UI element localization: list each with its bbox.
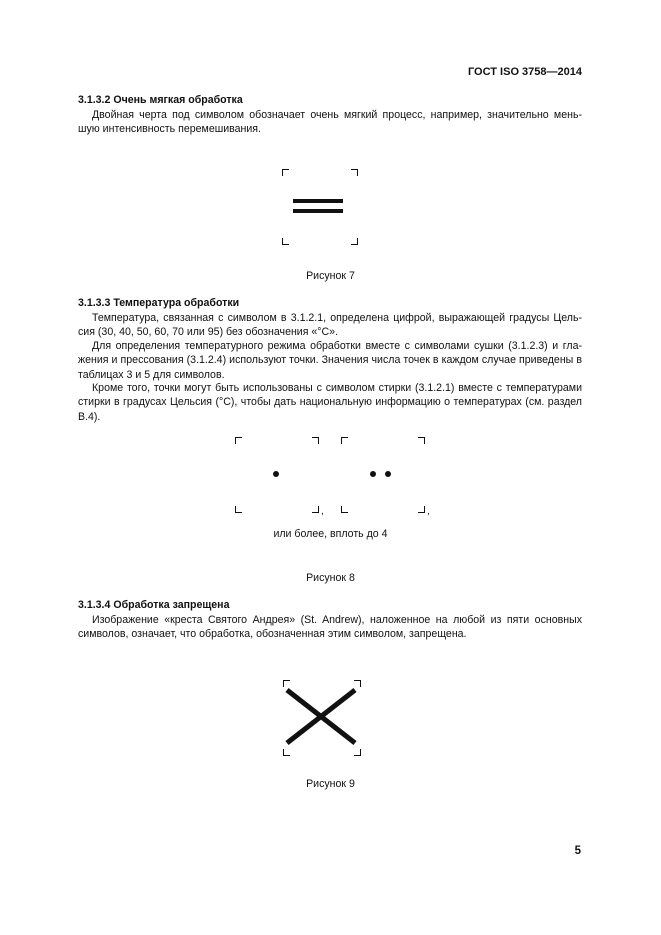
paragraph-3132 [78,108,582,137]
corner-mark [235,506,242,513]
corner-mark [351,238,358,245]
bar-line [293,199,343,203]
corner-mark [341,506,348,513]
paragraph-3134 [78,613,582,642]
comma-mark: , [321,506,324,517]
figure-8-caption: Рисунок 8 [306,572,355,584]
figure-9-symbol [283,680,361,756]
st-andrew-cross-icon [283,680,361,756]
figure-7-symbol [282,169,358,245]
text-line: Двойная черта под символом обозначает очень мягкий процесс, например, значительно мень- [92,109,582,121]
corner-mark [341,437,348,444]
section-heading-3133: 3.1.3.3 Температура обработки [78,297,240,309]
corner-mark [312,506,319,513]
corner-mark [351,169,358,176]
text-line: сия (30, 40, 50, 60, 70 или 95) без обозначения «°С». [78,326,339,339]
text-line: таблицах 3 и 5 для символов. [78,368,225,381]
corner-mark [282,169,289,176]
figure-8-note: или более, вплоть до 4 [273,528,388,540]
text-line: Кроме того, точки могут быть использованы с символом стирки (3.1.2.1) вместе с температурами [92,382,582,394]
text-line: Изображение «креста Святого Андрея» (St. Andrew), наложенное на любой из пяти основных [92,614,582,626]
corner-mark [235,437,242,444]
dot-mark [385,471,391,477]
section-heading-3132: 3.1.3.2 Очень мягкая обработка [78,94,243,106]
figure-8-symbol-one-dot [235,437,319,513]
bar-line [293,209,343,213]
corner-mark [312,437,319,444]
text-line: Температура, связанная с символом в 3.1.2.1, определена цифрой, выражающей градусы Цель- [92,312,582,324]
document-header: ГОСТ ISO 3758—2014 [467,66,582,78]
dot-mark [370,471,376,477]
dot-mark [273,471,279,477]
paragraph-3133-3 [78,381,582,424]
corner-mark [418,506,425,513]
comma-mark: , [427,506,430,517]
corner-mark [282,238,289,245]
text-line: Для определения температурного режима обработки вместе с символами сушки (3.1.2.3) и гла- [92,340,582,352]
figure-9-caption: Рисунок 9 [306,778,355,790]
text-line: шую интенсивность перемешивания. [78,123,261,136]
figure-7-caption: Рисунок 7 [306,270,355,282]
text-line: стирки в градусах Цельсия (°С), чтобы дать национальную информацию о температурах (см. раздел [78,396,582,409]
text-line: символов, означает, что обработка, обозначенная этим символом, запрещена. [78,628,467,641]
text-line: В.4). [78,410,101,423]
page-number: 5 [574,845,581,857]
text-line: жения и прессования (3.1.2.4) используют точки. Значения числа точек в каждом случае приведены в [78,354,582,367]
corner-mark [418,437,425,444]
paragraph-3133-1 [78,311,582,340]
paragraph-3133-2 [78,339,582,382]
section-heading-3134: 3.1.3.4 Обработка запрещена [78,599,230,611]
figure-8-symbol-two-dots [341,437,425,513]
